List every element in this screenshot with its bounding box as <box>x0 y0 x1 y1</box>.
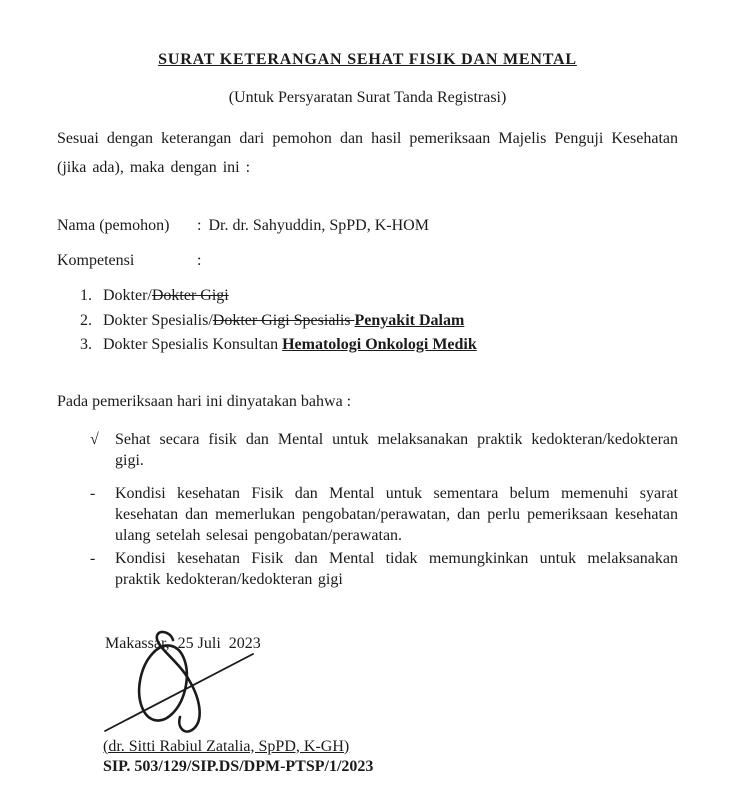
competency-added: Hematologi Onkologi Medik <box>282 336 477 353</box>
statement-text: Kondisi kesehatan Fisik dan Mental untuk sementara belum memenuhi syarat kesehatan dan memerlukan pengobatan/perawatan, dan perlu pemeriksaan kesehatan ulang setelah selesai pengobatan/perawatan. <box>115 484 678 544</box>
place-date-line: Makassar, 25 Juli 2023 <box>105 634 261 652</box>
statement-item-unfit <box>57 548 678 590</box>
competency-item <box>57 309 678 334</box>
competency-plain: Dokter Spesialis Konsultan <box>103 336 283 353</box>
statement-text: Kondisi kesehatan Fisik dan Mental tidak memungkinkan untuk melaksanakan praktik kedokteran/kedokteran gigi <box>115 549 678 588</box>
field-row-competency <box>57 250 678 271</box>
competency-item <box>57 333 678 358</box>
competency-struck: Dokter Gigi <box>151 287 229 304</box>
signatory-name: (dr. Sitti Rabiul Zatalia, SpPD, K-GH) <box>103 737 350 755</box>
competency-item <box>57 284 678 309</box>
field-colon: : <box>197 217 202 234</box>
competency-text <box>103 333 477 358</box>
competency-added: Penyakit Dalam <box>354 311 465 329</box>
competency-number: 1. <box>80 287 92 304</box>
competency-list <box>57 284 678 358</box>
license-number: SIP. 503/129/SIP.DS/DPM-PTSP/1/2023 <box>103 757 374 775</box>
competency-number: 3. <box>80 336 92 353</box>
competency-number: 2. <box>80 311 92 329</box>
competency-text <box>103 284 229 309</box>
field-row-name <box>57 215 678 236</box>
intro-paragraph: Sesuai dengan keterangan dari pemohon dan hasil pemeriksaan Majelis Penguji Kesehatan (jika ada), maka dengan ini : <box>57 130 678 176</box>
document-subtitle: (Untuk Persyaratan Surat Tanda Registrasi) <box>228 89 507 106</box>
dash-bullet: - <box>90 549 96 567</box>
field-colon: : <box>197 252 202 269</box>
checkmark-icon: √ <box>90 430 99 448</box>
competency-plain: Dokter Spesialis/ <box>103 311 213 329</box>
document-title: SURAT KETERANGAN SEHAT FISIK DAN MENTAL <box>158 51 577 68</box>
statement-item-temporary <box>57 483 678 546</box>
competency-text <box>103 309 464 334</box>
field-value-name: Dr. dr. Sahyuddin, SpPD, K-HOM <box>208 217 429 234</box>
statement-text: Sehat secara fisik dan Mental untuk melaksanakan praktik kedokteran/kedokteran gigi. <box>115 430 678 469</box>
competency-struck: Dokter Gigi Spesialis <box>212 311 355 329</box>
statement-heading: Pada pemeriksaan hari ini dinyatakan bahwa : <box>57 392 352 410</box>
competency-plain: Dokter/ <box>103 287 152 304</box>
dash-bullet: - <box>90 484 96 502</box>
field-label-competency: Kompetensi <box>57 252 135 269</box>
statement-item-healthy <box>57 429 678 471</box>
field-label-name: Nama (pemohon) <box>57 217 170 234</box>
